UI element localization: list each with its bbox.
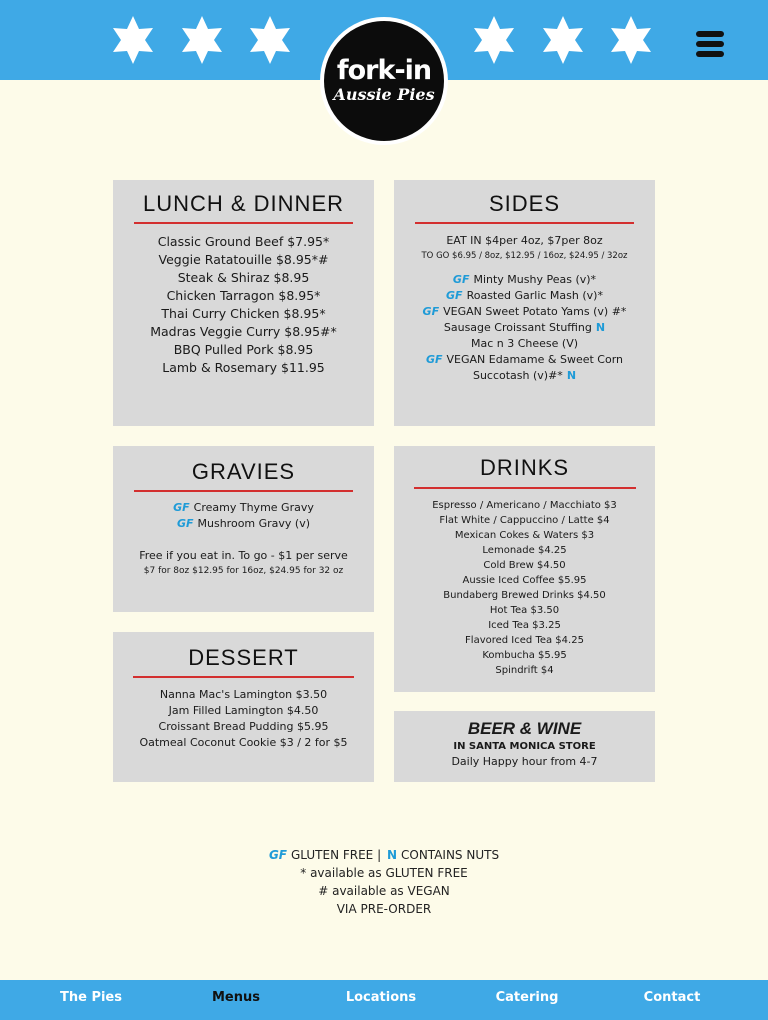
- divider: [133, 676, 354, 678]
- contains-nuts-badge: N: [595, 321, 606, 334]
- gluten-free-badge: GF: [425, 353, 443, 366]
- star-icon: [469, 15, 519, 65]
- sides-card: [394, 180, 655, 426]
- menu-item: [113, 500, 374, 516]
- menu-item: [394, 304, 655, 320]
- card-title: BEER & WINE: [467, 719, 582, 738]
- dietary-legend: [0, 846, 768, 918]
- star-icon: [245, 15, 295, 65]
- beer-wine-card: [394, 711, 655, 782]
- nav-menus[interactable]: Menus: [211, 990, 260, 1005]
- divider: [134, 222, 353, 224]
- item-text: VEGAN Sweet Potato Yams (v) #*: [443, 305, 627, 318]
- menu-item: Spindrift $4: [495, 665, 554, 676]
- menu-item: Chicken Tarragon $8.95*: [166, 288, 321, 303]
- gluten-free-badge: GF: [173, 501, 190, 514]
- gluten-free-badge: GF: [422, 305, 440, 318]
- item-text: Mushroom Gravy (v): [197, 517, 311, 530]
- menu-item: Bundaberg Brewed Drinks $4.50: [443, 590, 606, 601]
- star-icon: [606, 15, 656, 65]
- divider: [134, 490, 353, 492]
- sides-eat-in: EAT IN $4per 4oz, $7per 8oz: [446, 234, 603, 247]
- card-title: SIDES: [488, 191, 561, 216]
- card-title: DRINKS: [479, 455, 570, 480]
- item-text: Roasted Garlic Mash (v)*: [466, 289, 603, 302]
- nav-catering[interactable]: Catering: [495, 990, 559, 1005]
- item-text: Minty Mushy Peas (v)*: [473, 273, 597, 286]
- menu-item: Hot Tea $3.50: [489, 605, 560, 616]
- card-title: GRAVIES: [191, 459, 296, 484]
- menu-item: [394, 320, 655, 336]
- menu-item: Thai Curry Chicken $8.95*: [161, 306, 326, 321]
- menu-item: [394, 368, 655, 384]
- menu-item: [394, 352, 655, 368]
- site-logo[interactable]: [320, 17, 448, 145]
- menu-item: Mac n 3 Cheese (V): [470, 337, 579, 350]
- item-text: Succotash (v)#*: [472, 369, 563, 382]
- bottom-nav: [0, 980, 768, 1020]
- menu-item: Aussie Iced Coffee $5.95: [462, 575, 587, 586]
- menu-item: Croissant Bread Pudding $5.95: [158, 720, 329, 733]
- menu-item: Steak & Shiraz $8.95: [177, 270, 310, 285]
- legend-gf-text: GLUTEN FREE |: [290, 848, 382, 862]
- legend-line: VIA PRE-ORDER: [336, 902, 432, 916]
- divider: [415, 222, 634, 224]
- gravies-note: Free if you eat in. To go - $1 per serve: [139, 549, 348, 562]
- gluten-free-badge: GF: [268, 848, 287, 862]
- drinks-card: [394, 446, 655, 692]
- legend-nut-text: CONTAINS NUTS: [401, 848, 500, 862]
- dessert-card: [113, 632, 374, 782]
- beer-location: IN SANTA MONICA STORE: [453, 741, 596, 752]
- menu-item: Madras Veggie Curry $8.95#*: [150, 324, 337, 339]
- logo-tagline: Aussie Pies: [333, 85, 435, 104]
- star-icon: [177, 15, 227, 65]
- menu-item: Iced Tea $3.25: [488, 620, 561, 631]
- menu-item: Mexican Cokes & Waters $3: [454, 530, 595, 541]
- gluten-free-badge: GF: [446, 289, 463, 302]
- nav-locations[interactable]: Locations: [345, 990, 417, 1005]
- gluten-free-badge: GF: [176, 517, 194, 530]
- menu-item: [394, 272, 655, 288]
- menu-item: Flat White / Cappuccino / Latte $4: [439, 515, 610, 526]
- lunch-dinner-card: [113, 180, 374, 426]
- nav-contact[interactable]: Contact: [643, 990, 701, 1005]
- menu-item: Lemonade $4.25: [482, 545, 567, 556]
- nav-the-pies[interactable]: The Pies: [59, 990, 122, 1005]
- menu-item: Flavored Iced Tea $4.25: [465, 635, 584, 646]
- gravies-card: [113, 446, 374, 612]
- contains-nuts-badge: N: [386, 848, 397, 862]
- menu-item: Nanna Mac's Lamington $3.50: [159, 688, 328, 701]
- logo-badge: [324, 21, 444, 141]
- card-title: LUNCH & DINNER: [142, 191, 345, 216]
- gravies-prices: $7 for 8oz $12.95 for 16oz, $24.95 for 32 oz: [143, 566, 344, 576]
- card-title: DESSERT: [188, 645, 299, 670]
- menu-item: Espresso / Americano / Macchiato $3: [432, 500, 617, 511]
- menu-item: Cold Brew $4.50: [483, 560, 566, 571]
- hamburger-menu-icon[interactable]: [696, 31, 724, 57]
- menu-item: Jam Filled Lamington $4.50: [168, 704, 319, 717]
- menu-item: [113, 516, 374, 532]
- star-icon: [108, 15, 158, 65]
- menu-item: Veggie Ratatouille $8.95*#: [158, 252, 329, 267]
- menu-item: Kombucha $5.95: [482, 650, 567, 661]
- star-icon: [538, 15, 588, 65]
- menu-item: Classic Ground Beef $7.95*: [157, 234, 330, 249]
- sides-to-go: TO GO $6.95 / 8oz, $12.95 / 16oz, $24.95 / 32oz: [421, 251, 628, 261]
- gluten-free-badge: GF: [452, 273, 470, 286]
- contains-nuts-badge: N: [566, 369, 577, 382]
- menu-item: Lamb & Rosemary $11.95: [162, 360, 325, 375]
- item-text: VEGAN Edamame & Sweet Corn: [446, 353, 623, 366]
- legend-line: * available as GLUTEN FREE: [300, 866, 468, 880]
- logo-wordmark: fork-in: [336, 55, 432, 86]
- happy-hour-note: Daily Happy hour from 4-7: [451, 755, 598, 768]
- legend-line: [0, 846, 768, 864]
- menu-item: [394, 288, 655, 304]
- menu-item: BBQ Pulled Pork $8.95: [173, 342, 314, 357]
- legend-line: # available as VEGAN: [318, 884, 450, 898]
- item-text: Creamy Thyme Gravy: [193, 501, 314, 514]
- item-text: Sausage Croissant Stuffing: [443, 321, 592, 334]
- menu-item: Oatmeal Coconut Cookie $3 / 2 for $5: [139, 736, 348, 749]
- divider: [414, 487, 636, 489]
